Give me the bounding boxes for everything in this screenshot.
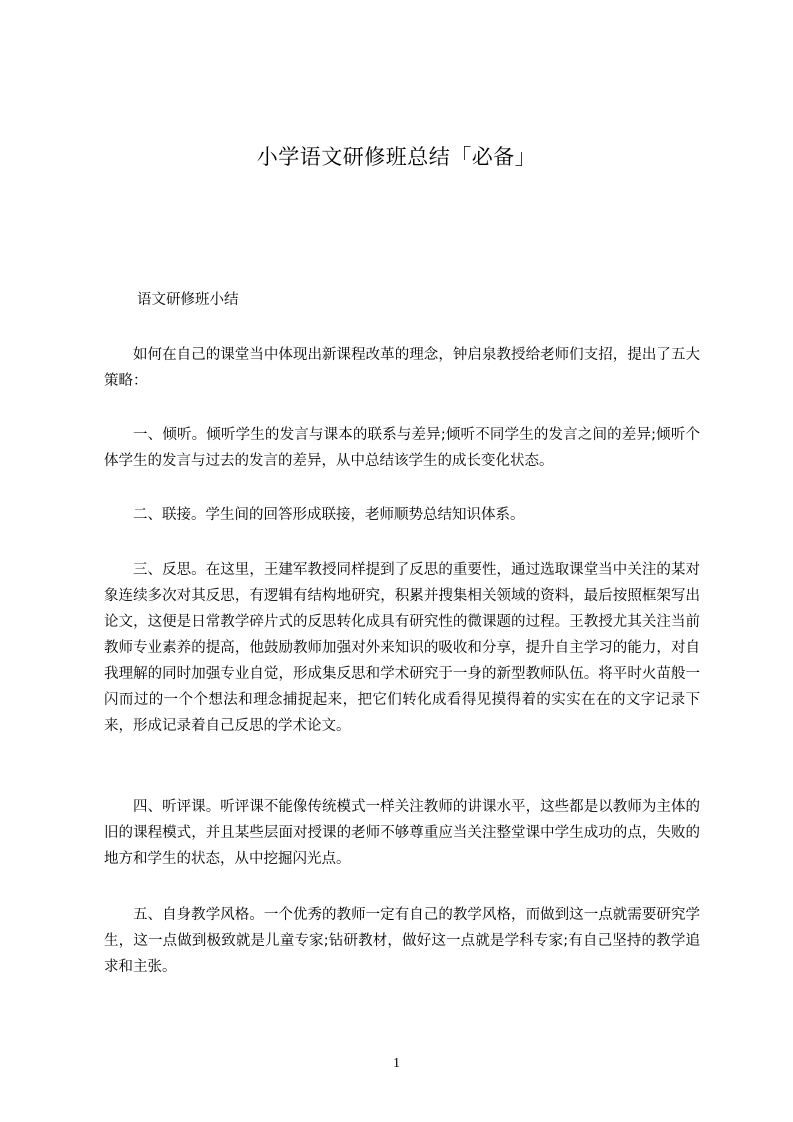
document-title: 小学语文研修班总结「必备」	[256, 145, 537, 169]
paragraph-strategy-lesson-evaluation: 四、听评课。听评课不能像传统模式一样关注教师的讲课水平，这些都是以教师为主体的旧的课程模式，并且某些层面对授课的老师不够尊重应当关注整堂课中学生成功的点，失败的地方和学生的状态，从中挖掘闪光点。	[104, 799, 700, 867]
paragraph-strategy-reflection: 三、反思。在这里，王建军教授同样提到了反思的重要性，通过选取课堂当中关注的某对象连续多次对其反思，有逻辑有结构地研究，积累并搜集相关领域的资料，最后按照框架写出论文，这便是日常教学碎片式的反思转化成具有研究性的微课题的过程。王教授尤其关注当前教师专业素养的提高，他鼓励教师加强对外来知识的吸收和分享，提升自主学习的能力，对自我理解的同时加强专业自觉，形成集反思和学术研究于一身的新型教师队伍。将平时火苗般一闪而过的一个个想法和理念捕捉起来，把它们转化成看得见摸得着的实实在在的文字记录下来，形成记录着自己反思的学术论文。	[104, 562, 700, 734]
paragraph-strategy-teaching-style: 五、自身教学风格。一个优秀的教师一定有自己的教学风格，而做到这一点就需要研究学生，这一点做到极致就是儿童专家;钻研教材，做好这一点就是学科专家;有自己坚持的教学追求和主张。	[104, 907, 700, 975]
paragraph-strategy-listening: 一、倾听。倾听学生的发言与课本的联系与差异;倾听不同学生的发言之间的差异;倾听个体学生的发言与过去的发言的差异，从中总结该学生的成长变化状态。	[104, 427, 700, 469]
paragraph-intro: 如何在自己的课堂当中体现出新课程改革的理念，钟启泉教授给老师们支招，提出了五大策略：	[104, 347, 700, 389]
page-number: 1	[393, 1056, 400, 1071]
paragraph-strategy-linking: 二、联接。学生间的回答形成联接，老师顺势总结知识体系。	[133, 507, 525, 523]
document-subtitle: 语文研修班小结	[137, 292, 239, 308]
